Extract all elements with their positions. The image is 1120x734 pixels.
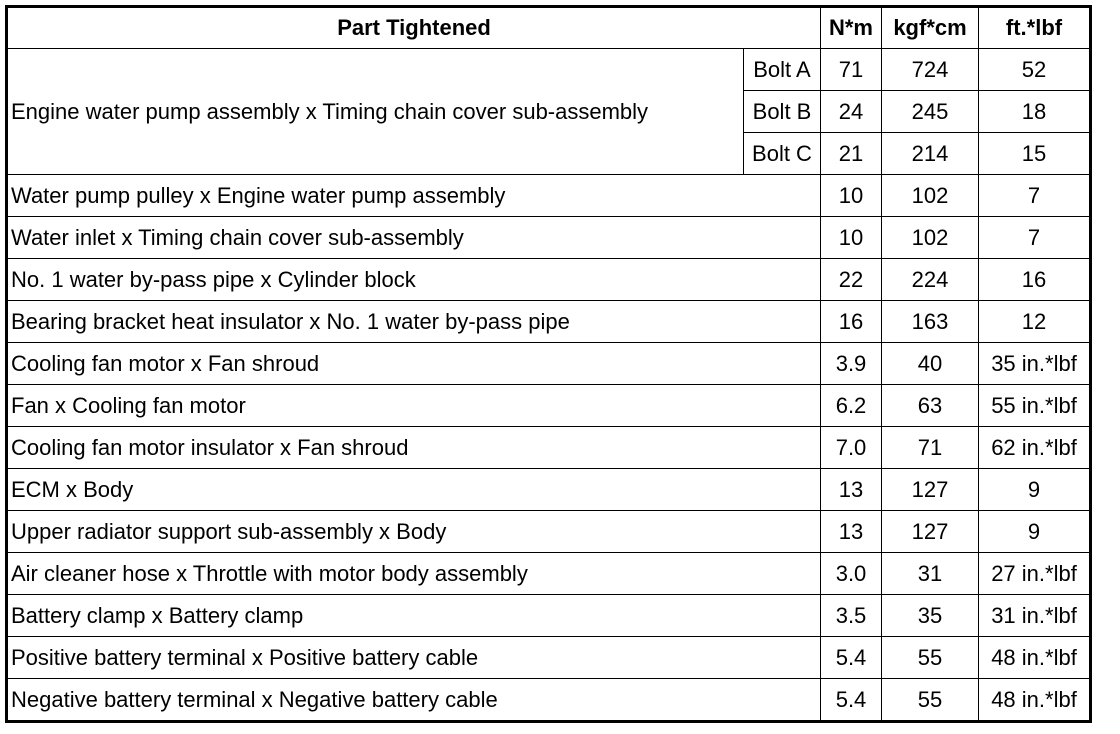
value-kgf-cm: 102 [882,217,979,259]
value-nm: 71 [821,49,882,91]
value-ft-lbf: 48 in.*lbf [979,679,1091,722]
value-kgf-cm: 224 [882,259,979,301]
table-row [7,49,1091,91]
value-ft-lbf: 55 in.*lbf [979,385,1091,427]
part-name: Water pump pulley x Engine water pump assembly [7,175,821,217]
value-nm: 3.9 [821,343,882,385]
part-name: Air cleaner hose x Throttle with motor body assembly [7,553,821,595]
value-kgf-cm: 724 [882,49,979,91]
value-nm: 13 [821,469,882,511]
part-name: Cooling fan motor insulator x Fan shroud [7,427,821,469]
header-part-tightened: Part Tightened [7,7,821,49]
value-kgf-cm: 55 [882,637,979,679]
value-kgf-cm: 214 [882,133,979,175]
bolt-label: Bolt A [744,49,821,91]
value-nm: 3.0 [821,553,882,595]
bolt-label: Bolt B [744,91,821,133]
header-row [7,7,1091,49]
value-ft-lbf: 48 in.*lbf [979,637,1091,679]
header-ft-lbf: ft.*lbf [979,7,1091,49]
value-nm: 10 [821,217,882,259]
torque-spec-table [5,5,1092,723]
group-part-name: Engine water pump assembly x Timing chain cover sub-assembly [7,49,744,175]
value-ft-lbf: 7 [979,217,1091,259]
table-row [7,553,1091,595]
value-ft-lbf: 12 [979,301,1091,343]
value-nm: 16 [821,301,882,343]
header-nm: N*m [821,7,882,49]
table-row [7,427,1091,469]
table-row [7,637,1091,679]
table-row [7,175,1091,217]
part-name: Bearing bracket heat insulator x No. 1 water by-pass pipe [7,301,821,343]
value-kgf-cm: 63 [882,385,979,427]
value-kgf-cm: 40 [882,343,979,385]
value-nm: 5.4 [821,637,882,679]
value-nm: 5.4 [821,679,882,722]
part-name: No. 1 water by-pass pipe x Cylinder block [7,259,821,301]
value-kgf-cm: 163 [882,301,979,343]
bolt-label: Bolt C [744,133,821,175]
part-name: Cooling fan motor x Fan shroud [7,343,821,385]
value-ft-lbf: 31 in.*lbf [979,595,1091,637]
value-ft-lbf: 7 [979,175,1091,217]
value-kgf-cm: 127 [882,511,979,553]
value-ft-lbf: 9 [979,511,1091,553]
value-nm: 3.5 [821,595,882,637]
part-name: Fan x Cooling fan motor [7,385,821,427]
value-kgf-cm: 31 [882,553,979,595]
value-nm: 21 [821,133,882,175]
part-name: ECM x Body [7,469,821,511]
value-nm: 24 [821,91,882,133]
value-nm: 10 [821,175,882,217]
value-ft-lbf: 27 in.*lbf [979,553,1091,595]
part-name: Battery clamp x Battery clamp [7,595,821,637]
part-name: Water inlet x Timing chain cover sub-assembly [7,217,821,259]
value-ft-lbf: 18 [979,91,1091,133]
part-name: Negative battery terminal x Negative battery cable [7,679,821,722]
table-row [7,595,1091,637]
table-row [7,343,1091,385]
value-ft-lbf: 35 in.*lbf [979,343,1091,385]
table-row [7,469,1091,511]
table-row [7,511,1091,553]
value-kgf-cm: 102 [882,175,979,217]
value-ft-lbf: 9 [979,469,1091,511]
value-nm: 13 [821,511,882,553]
value-ft-lbf: 15 [979,133,1091,175]
part-name: Positive battery terminal x Positive battery cable [7,637,821,679]
value-kgf-cm: 127 [882,469,979,511]
value-nm: 7.0 [821,427,882,469]
header-kgf-cm: kgf*cm [882,7,979,49]
value-kgf-cm: 71 [882,427,979,469]
table-row [7,679,1091,722]
value-nm: 6.2 [821,385,882,427]
table-row [7,217,1091,259]
value-ft-lbf: 52 [979,49,1091,91]
table-row [7,301,1091,343]
value-kgf-cm: 35 [882,595,979,637]
table-row [7,385,1091,427]
value-ft-lbf: 16 [979,259,1091,301]
value-kgf-cm: 55 [882,679,979,722]
part-name: Upper radiator support sub-assembly x Body [7,511,821,553]
value-ft-lbf: 62 in.*lbf [979,427,1091,469]
value-nm: 22 [821,259,882,301]
table-row [7,259,1091,301]
value-kgf-cm: 245 [882,91,979,133]
